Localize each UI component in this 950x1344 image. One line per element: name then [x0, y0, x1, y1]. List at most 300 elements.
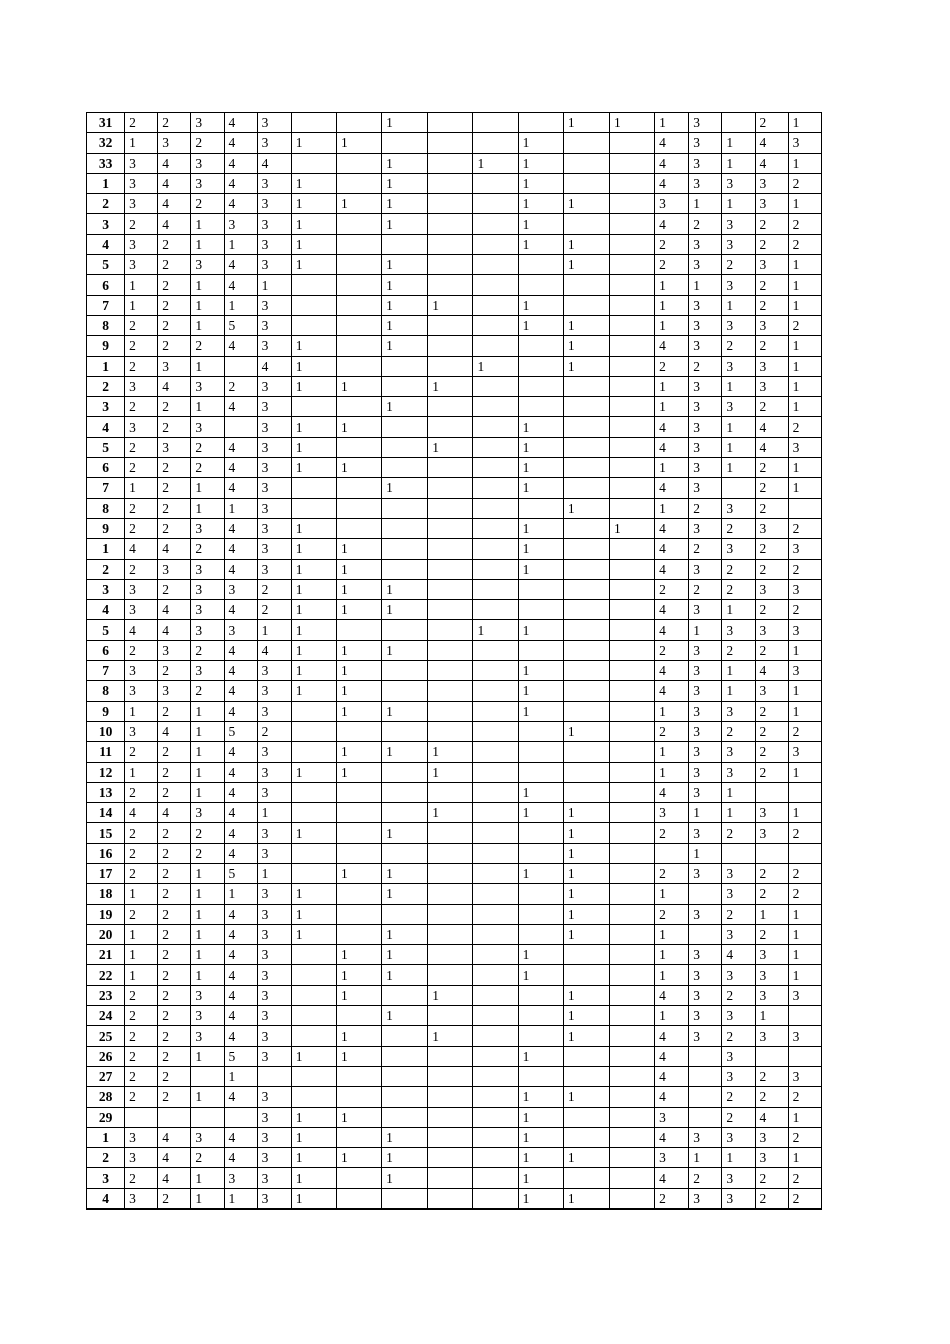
table-cell [224, 417, 257, 437]
table-cell: 2 [655, 356, 689, 376]
table-cell: 2 [655, 863, 689, 883]
table-cell: 1 [722, 458, 755, 478]
table-cell: 4 [224, 1006, 257, 1026]
table-row [87, 1026, 822, 1046]
table-cell [473, 742, 518, 762]
table-cell [382, 843, 428, 863]
table-cell: 3 [257, 518, 291, 538]
table-cell [689, 924, 722, 944]
table-cell: 4 [655, 417, 689, 437]
table-cell: 1 [428, 437, 473, 457]
table-cell [191, 1107, 224, 1127]
table-cell: 1 [563, 863, 609, 883]
table-cell [610, 924, 655, 944]
table-cell: 3 [755, 1127, 788, 1147]
table-cell [473, 1168, 518, 1188]
table-cell [428, 681, 473, 701]
table-cell [473, 133, 518, 153]
table-row [87, 539, 822, 559]
table-cell: 1 [191, 478, 224, 498]
table-cell: 3 [755, 356, 788, 376]
table-cell: 2 [722, 559, 755, 579]
table-row [87, 295, 822, 315]
table-cell: 1 [382, 315, 428, 335]
table-row [87, 782, 822, 802]
table-cell: 2 [722, 518, 755, 538]
table-cell: 2 [788, 173, 821, 193]
table-cell [336, 1087, 381, 1107]
table-cell: 2 [788, 234, 821, 254]
table-cell: 3 [689, 701, 722, 721]
table-cell: 4 [224, 823, 257, 843]
table-cell: 1 [518, 559, 563, 579]
table-cell: 4 [224, 539, 257, 559]
table-cell: 3 [722, 397, 755, 417]
table-cell [428, 884, 473, 904]
table-cell: 3 [689, 823, 722, 843]
table-cell: 2 [158, 965, 191, 985]
table-cell: 3 [722, 1188, 755, 1209]
table-cell: 1 [655, 701, 689, 721]
table-cell: 3 [257, 782, 291, 802]
table-cell: 1 [291, 255, 336, 275]
table-cell: 1 [191, 295, 224, 315]
table-cell: 3 [689, 255, 722, 275]
table-cell: 1 [382, 863, 428, 883]
table-cell [336, 803, 381, 823]
row-label: 33 [87, 153, 125, 173]
table-cell: 2 [788, 315, 821, 335]
table-cell: 1 [788, 762, 821, 782]
table-cell: 2 [689, 539, 722, 559]
table-cell: 1 [689, 275, 722, 295]
table-cell [689, 1046, 722, 1066]
table-cell: 4 [224, 559, 257, 579]
table-cell: 1 [563, 904, 609, 924]
table-cell: 3 [125, 255, 158, 275]
table-cell: 1 [336, 863, 381, 883]
table-cell: 3 [755, 965, 788, 985]
table-cell: 4 [158, 600, 191, 620]
table-cell: 3 [257, 133, 291, 153]
table-cell: 1 [788, 295, 821, 315]
table-cell [336, 782, 381, 802]
table-cell: 1 [563, 194, 609, 214]
table-cell: 2 [755, 924, 788, 944]
table-cell [336, 255, 381, 275]
table-cell [563, 661, 609, 681]
table-cell: 3 [257, 437, 291, 457]
table-row [87, 1066, 822, 1086]
table-cell [336, 397, 381, 417]
row-label: 16 [87, 843, 125, 863]
table-cell: 1 [788, 640, 821, 660]
table-cell [563, 579, 609, 599]
row-label: 19 [87, 904, 125, 924]
table-cell: 1 [563, 924, 609, 944]
table-cell: 1 [563, 823, 609, 843]
table-cell: 3 [722, 762, 755, 782]
table-cell: 1 [518, 518, 563, 538]
table-cell: 3 [257, 701, 291, 721]
table-cell: 3 [158, 356, 191, 376]
table-cell: 3 [125, 153, 158, 173]
table-cell: 1 [336, 1148, 381, 1168]
table-cell: 1 [382, 823, 428, 843]
table-cell [382, 782, 428, 802]
table-cell [473, 1107, 518, 1127]
table-cell [563, 1066, 609, 1086]
table-cell [428, 133, 473, 153]
table-cell: 3 [191, 1026, 224, 1046]
table-cell: 3 [158, 559, 191, 579]
table-row [87, 661, 822, 681]
table-cell: 1 [563, 498, 609, 518]
table-cell: 1 [655, 762, 689, 782]
table-cell: 3 [257, 661, 291, 681]
table-row [87, 498, 822, 518]
table-cell [610, 417, 655, 437]
table-cell: 1 [191, 234, 224, 254]
table-cell: 2 [257, 600, 291, 620]
table-cell: 3 [755, 518, 788, 538]
table-cell [382, 559, 428, 579]
table-cell [382, 721, 428, 741]
table-cell [428, 498, 473, 518]
table-cell: 4 [224, 437, 257, 457]
row-label: 31 [87, 113, 125, 133]
row-label: 3 [87, 1168, 125, 1188]
table-cell [563, 742, 609, 762]
row-label: 22 [87, 965, 125, 985]
table-cell [428, 1066, 473, 1086]
table-cell [336, 498, 381, 518]
table-cell: 3 [722, 214, 755, 234]
table-cell: 3 [755, 620, 788, 640]
table-cell [336, 315, 381, 335]
table-cell: 1 [336, 579, 381, 599]
row-label: 12 [87, 762, 125, 782]
table-cell: 1 [788, 1107, 821, 1127]
table-cell: 3 [257, 843, 291, 863]
table-cell [428, 315, 473, 335]
table-cell [382, 1046, 428, 1066]
table-cell [336, 356, 381, 376]
table-cell [473, 113, 518, 133]
table-cell: 1 [291, 1168, 336, 1188]
table-row [87, 742, 822, 762]
table-cell [610, 863, 655, 883]
table-cell: 3 [689, 600, 722, 620]
table-cell [610, 458, 655, 478]
table-row [87, 1168, 822, 1188]
table-cell: 4 [655, 153, 689, 173]
row-label: 1 [87, 356, 125, 376]
table-cell [610, 1046, 655, 1066]
table-cell: 1 [382, 1127, 428, 1147]
table-cell [518, 498, 563, 518]
table-cell: 1 [518, 315, 563, 335]
table-cell: 3 [722, 742, 755, 762]
table-cell [257, 1066, 291, 1086]
row-label: 3 [87, 397, 125, 417]
table-cell [473, 965, 518, 985]
table-cell: 2 [722, 721, 755, 741]
table-cell [428, 336, 473, 356]
table-cell [428, 904, 473, 924]
table-cell [610, 1127, 655, 1147]
table-cell [473, 600, 518, 620]
table-cell: 3 [755, 376, 788, 396]
table-cell: 1 [191, 945, 224, 965]
table-cell [563, 1107, 609, 1127]
table-cell [473, 376, 518, 396]
table-cell: 4 [655, 1026, 689, 1046]
row-label: 9 [87, 518, 125, 538]
table-cell: 1 [191, 315, 224, 335]
table-cell [428, 661, 473, 681]
table-cell [610, 661, 655, 681]
table-cell [291, 315, 336, 335]
table-row [87, 397, 822, 417]
table-cell: 1 [655, 884, 689, 904]
table-cell [428, 600, 473, 620]
table-cell: 1 [655, 458, 689, 478]
table-cell [689, 1107, 722, 1127]
table-cell: 3 [191, 113, 224, 133]
table-cell: 1 [291, 234, 336, 254]
table-cell [291, 1087, 336, 1107]
row-label: 7 [87, 295, 125, 315]
table-cell: 3 [191, 153, 224, 173]
table-cell: 4 [224, 397, 257, 417]
table-cell: 1 [722, 661, 755, 681]
table-cell: 2 [788, 721, 821, 741]
table-cell: 3 [257, 1087, 291, 1107]
table-cell [473, 924, 518, 944]
table-cell [518, 884, 563, 904]
table-cell: 2 [788, 214, 821, 234]
table-cell: 3 [722, 1046, 755, 1066]
table-cell: 2 [125, 397, 158, 417]
table-cell: 3 [722, 965, 755, 985]
table-cell: 1 [655, 945, 689, 965]
table-cell [473, 1148, 518, 1168]
table-cell: 3 [257, 1188, 291, 1209]
table-cell [291, 1066, 336, 1086]
table-cell: 1 [191, 762, 224, 782]
table-cell: 2 [755, 884, 788, 904]
table-cell: 2 [755, 640, 788, 660]
table-cell [689, 1087, 722, 1107]
table-cell: 1 [518, 701, 563, 721]
table-cell [336, 721, 381, 741]
table-cell: 3 [689, 397, 722, 417]
table-cell [563, 640, 609, 660]
table-cell: 5 [224, 863, 257, 883]
table-cell [610, 945, 655, 965]
table-cell: 2 [158, 1087, 191, 1107]
table-cell: 4 [158, 194, 191, 214]
table-row [87, 579, 822, 599]
table-cell: 1 [125, 945, 158, 965]
row-label: 14 [87, 803, 125, 823]
table-cell: 3 [755, 985, 788, 1005]
table-cell: 1 [563, 1026, 609, 1046]
table-row [87, 194, 822, 214]
table-cell: 3 [655, 803, 689, 823]
table-cell [563, 965, 609, 985]
table-cell: 3 [257, 762, 291, 782]
table-cell: 2 [722, 904, 755, 924]
table-cell: 3 [257, 498, 291, 518]
table-cell: 2 [125, 315, 158, 335]
table-row [87, 965, 822, 985]
table-cell: 4 [224, 1148, 257, 1168]
table-cell: 2 [722, 579, 755, 599]
table-cell: 3 [722, 315, 755, 335]
table-cell: 2 [125, 640, 158, 660]
table-cell: 1 [518, 458, 563, 478]
table-cell [563, 701, 609, 721]
table-cell [473, 701, 518, 721]
table-cell: 4 [224, 782, 257, 802]
table-cell [428, 397, 473, 417]
table-cell: 3 [125, 1188, 158, 1209]
table-cell [428, 255, 473, 275]
table-cell [473, 1127, 518, 1147]
table-cell: 1 [788, 397, 821, 417]
row-label: 20 [87, 924, 125, 944]
table-cell: 4 [224, 1127, 257, 1147]
table-cell [563, 1168, 609, 1188]
table-cell: 3 [689, 518, 722, 538]
table-cell: 1 [518, 539, 563, 559]
table-cell: 4 [125, 620, 158, 640]
table-cell: 3 [191, 1127, 224, 1147]
table-cell: 2 [788, 1168, 821, 1188]
table-cell: 2 [158, 458, 191, 478]
table-cell [336, 214, 381, 234]
table-cell: 3 [689, 681, 722, 701]
table-cell: 2 [755, 397, 788, 417]
table-cell: 4 [655, 681, 689, 701]
table-cell: 3 [689, 417, 722, 437]
table-cell: 3 [257, 113, 291, 133]
table-cell [382, 437, 428, 457]
table-cell [610, 255, 655, 275]
table-cell [291, 1026, 336, 1046]
table-cell [518, 376, 563, 396]
table-cell [563, 539, 609, 559]
table-cell: 1 [382, 965, 428, 985]
table-cell [788, 1046, 821, 1066]
table-cell: 1 [382, 214, 428, 234]
table-row [87, 1006, 822, 1026]
table-cell: 1 [518, 437, 563, 457]
table-cell [473, 214, 518, 234]
table-cell: 1 [191, 356, 224, 376]
table-cell: 1 [291, 376, 336, 396]
table-cell: 3 [191, 803, 224, 823]
table-cell: 2 [655, 234, 689, 254]
table-cell: 2 [655, 721, 689, 741]
table-cell [382, 539, 428, 559]
table-cell: 1 [224, 498, 257, 518]
table-cell: 4 [224, 640, 257, 660]
row-label: 4 [87, 600, 125, 620]
table-cell [518, 275, 563, 295]
table-cell [722, 113, 755, 133]
table-cell: 2 [158, 1006, 191, 1026]
table-cell: 1 [655, 113, 689, 133]
table-cell: 2 [788, 417, 821, 437]
table-cell: 3 [257, 173, 291, 193]
table-cell: 2 [158, 843, 191, 863]
table-cell [610, 701, 655, 721]
table-cell: 2 [689, 214, 722, 234]
table-cell: 3 [191, 620, 224, 640]
table-cell: 2 [788, 863, 821, 883]
table-cell: 2 [158, 579, 191, 599]
table-cell: 1 [428, 985, 473, 1005]
table-cell: 1 [722, 681, 755, 701]
table-row [87, 721, 822, 741]
table-cell: 1 [191, 498, 224, 518]
table-cell [610, 315, 655, 335]
table-cell: 4 [755, 661, 788, 681]
table-cell [473, 904, 518, 924]
table-cell: 3 [788, 1066, 821, 1086]
table-cell [428, 1006, 473, 1026]
table-cell: 1 [291, 1046, 336, 1066]
table-cell [428, 539, 473, 559]
table-cell: 4 [224, 945, 257, 965]
table-cell: 1 [191, 863, 224, 883]
table-row [87, 803, 822, 823]
table-cell: 1 [336, 1026, 381, 1046]
table-cell [291, 782, 336, 802]
table-cell [428, 153, 473, 173]
table-cell: 1 [291, 133, 336, 153]
row-label: 11 [87, 742, 125, 762]
table-cell: 3 [722, 539, 755, 559]
table-cell: 1 [257, 803, 291, 823]
row-label: 1 [87, 173, 125, 193]
table-cell: 1 [655, 376, 689, 396]
table-cell [755, 782, 788, 802]
table-cell [473, 884, 518, 904]
table-cell [291, 498, 336, 518]
table-cell [473, 315, 518, 335]
table-cell: 3 [722, 620, 755, 640]
table-cell: 4 [224, 1026, 257, 1046]
table-cell [336, 1127, 381, 1147]
table-cell: 3 [689, 965, 722, 985]
table-cell: 3 [689, 234, 722, 254]
table-cell: 1 [382, 478, 428, 498]
table-cell: 4 [655, 1087, 689, 1107]
row-label: 15 [87, 823, 125, 843]
table-cell: 1 [382, 924, 428, 944]
table-cell [428, 701, 473, 721]
table-cell [473, 255, 518, 275]
table-cell: 1 [224, 884, 257, 904]
table-cell [518, 255, 563, 275]
table-cell [610, 620, 655, 640]
table-cell: 1 [336, 762, 381, 782]
row-label: 4 [87, 1188, 125, 1209]
